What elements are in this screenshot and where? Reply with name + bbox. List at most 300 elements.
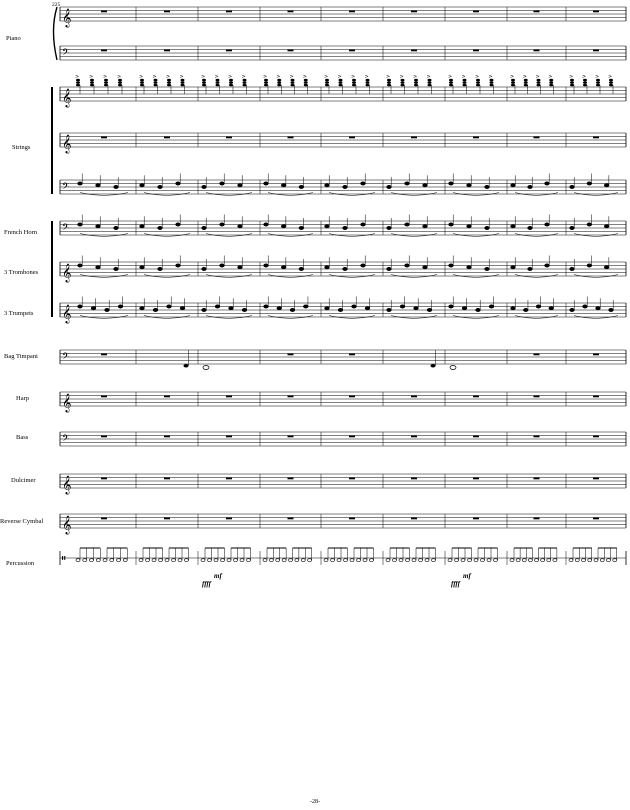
note-head [450,366,456,370]
whole-rest [164,50,170,52]
note-head [118,305,123,308]
note-head [423,266,428,269]
note-head [343,267,348,270]
note-head [118,81,122,84]
whole-rest [349,396,355,398]
whole-rest [411,436,417,438]
label-percussion: Percussion [6,560,35,567]
note-head [264,264,269,267]
note-head [587,182,592,185]
note-head [140,225,145,228]
note-head [570,84,574,87]
note-head [220,182,225,185]
note-head [277,81,281,84]
accent-icon: > [166,74,171,80]
note-head [468,559,472,562]
note-head [301,559,305,562]
note-head [393,559,397,562]
note-head [338,308,343,311]
note-head [582,559,586,562]
note-head [331,559,335,562]
note-head [462,307,467,310]
whole-rest [226,436,232,438]
note-head [366,84,370,87]
treble-clef-icon: 𝄞 [62,263,72,282]
treble-clef-icon: 𝄞 [62,475,72,494]
note-head [165,559,169,562]
note-head [604,184,609,187]
note-head [523,308,528,311]
note-head [176,182,181,185]
note-head [91,307,96,310]
treble-clef-icon: 𝄞 [62,515,72,534]
note-head [511,81,515,84]
note-head [146,559,150,562]
note-head [594,559,598,562]
accent-icon: > [263,74,268,80]
note-head [167,81,171,84]
note-head [159,559,163,562]
note-head [406,559,410,562]
note-head [325,225,330,228]
whole-rest [288,436,294,438]
note-head [83,559,87,562]
note-head [387,226,392,229]
label-harp: Harp [16,395,29,402]
label-reverse-cymbal: Reverse Cymbal [0,518,44,525]
note-head [78,182,83,185]
note-head [549,81,553,84]
note-head [202,226,207,229]
whole-rest [288,478,294,480]
note-head [238,184,243,187]
whole-rest [411,478,417,480]
note-head [76,81,80,84]
note-head [202,81,206,84]
note-head [370,559,374,562]
note-head [216,84,220,87]
whole-rest [411,50,417,52]
note-head [467,266,472,269]
note-head [400,305,405,308]
whole-rest [593,11,599,13]
whole-rest [288,50,294,52]
whole-rest [473,518,479,520]
note-head [553,559,557,562]
accent-icon: > [582,74,587,80]
note-head [387,267,392,270]
note-head [545,264,550,267]
note-head [449,305,454,308]
note-head [276,559,280,562]
note-head [76,559,80,562]
note-head [303,305,308,308]
note-head [96,559,100,562]
whole-rest [101,436,107,438]
note-head [96,225,101,228]
note-head [140,81,144,84]
whole-rest [101,50,107,52]
note-head [524,81,528,84]
note-head [240,559,244,562]
whole-rest [288,11,294,13]
note-head [90,559,94,562]
accent-icon: > [201,74,206,80]
whole-rest [101,137,107,139]
note-head [419,559,423,562]
accent-icon: > [510,74,515,80]
label-dulcimer: Dulcimer [11,477,36,484]
whole-rest [534,478,540,480]
whole-rest [473,396,479,398]
note-head [76,84,80,87]
note-head [570,267,575,270]
treble-clef-icon: 𝄞 [62,134,72,153]
note-head [185,559,189,562]
note-head [587,223,592,226]
page-number: -28- [310,799,320,805]
note-head [350,559,354,562]
label-french-horn: French Horn [4,229,38,236]
note-head [528,185,533,188]
note-head [588,559,592,562]
note-head [399,559,403,562]
whole-rest [473,436,479,438]
treble-clef-icon: 𝄞 [62,304,72,323]
note-head [308,559,312,562]
note-head [114,185,119,188]
note-head [154,84,158,87]
note-head [511,225,516,228]
whole-rest [164,396,170,398]
note-head [221,559,225,562]
note-head [324,559,328,562]
whole-rest [288,354,294,356]
note-head [545,223,550,226]
note-head [114,226,119,229]
note-head [361,264,366,267]
accent-icon: > [461,74,466,80]
note-head [118,84,122,87]
note-head [524,84,528,87]
whole-rest [473,11,479,13]
note-head [414,307,419,310]
note-head [202,308,207,311]
whole-rest [349,518,355,520]
whole-rest [593,478,599,480]
note-head [281,225,286,228]
note-head [449,84,453,87]
whole-rest [534,11,540,13]
note-head [229,84,233,87]
note-head [158,226,163,229]
note-head [178,559,182,562]
note-head [167,84,171,87]
whole-rest [226,50,232,52]
whole-rest [226,137,232,139]
whole-rest [534,137,540,139]
note-head [208,559,212,562]
note-head [522,559,526,562]
note-head [387,84,391,87]
whole-rest [288,137,294,139]
note-head [238,225,243,228]
note-head [490,84,494,87]
whole-rest [349,478,355,480]
note-head [90,81,94,84]
note-head [282,559,286,562]
note-head [423,225,428,228]
note-head [264,223,269,226]
accent-icon: > [595,74,600,80]
note-head [325,81,329,84]
note-head [414,81,418,84]
note-head [481,559,485,562]
note-head [184,364,189,367]
note-head [387,185,392,188]
note-head [154,81,158,84]
note-head [202,185,207,188]
note-head [609,81,613,84]
note-head [600,559,604,562]
note-head [583,305,588,308]
percussion-clef-icon: 𝄥 [62,552,66,566]
note-head [289,559,293,562]
note-head [361,182,366,185]
note-head [181,81,185,84]
note-head [431,364,436,367]
note-head [202,84,206,87]
whole-rest [226,478,232,480]
note-head [140,84,144,87]
bass-clef-icon: 𝄢 [62,47,70,61]
note-head [291,81,295,84]
note-head [140,184,145,187]
dynamic-mark: mf [214,572,222,580]
note-head [201,559,205,562]
accent-icon: > [324,74,329,80]
label-piano: Piano [6,35,21,42]
note-head [96,266,101,269]
note-head [264,305,269,308]
note-head [535,559,539,562]
whole-rest [101,478,107,480]
note-head [405,182,410,185]
note-head [96,184,101,187]
note-head [485,185,490,188]
note-head [103,559,107,562]
note-head [516,559,520,562]
note-head [549,307,554,310]
whole-rest [473,50,479,52]
note-head [229,307,234,310]
note-head [176,223,181,226]
whole-rest [101,396,107,398]
whole-rest [101,11,107,13]
whole-rest [534,396,540,398]
accent-icon: > [426,74,431,80]
whole-rest [164,137,170,139]
note-head [220,264,225,267]
accent-icon: > [399,74,404,80]
note-head [449,182,454,185]
note-head [510,559,514,562]
note-head [325,84,329,87]
whole-rest [101,354,107,356]
note-head [425,559,429,562]
note-head [325,266,330,269]
note-head [467,225,472,228]
accent-icon: > [413,74,418,80]
note-head [110,559,114,562]
note-head [152,559,156,562]
treble-clef-icon: 𝄞 [62,88,72,107]
accent-icon: > [448,74,453,80]
note-head [90,84,94,87]
note-head [423,184,428,187]
note-head [511,84,515,87]
accent-icon: > [535,74,540,80]
note-head [176,264,181,267]
note-head [220,223,225,226]
bass-clef-icon: 𝄢 [62,222,70,236]
note-head [474,559,478,562]
note-head [325,307,330,310]
note-head [449,81,453,84]
note-head [511,307,516,310]
note-head [344,559,348,562]
accent-icon: > [351,74,356,80]
note-head [277,307,282,310]
note-head [343,226,348,229]
note-head [467,184,472,187]
note-head [583,81,587,84]
note-head [366,81,370,84]
note-head [299,226,304,229]
note-head [105,308,110,311]
note-head [511,184,516,187]
note-head [401,84,405,87]
accent-icon: > [152,74,157,80]
whole-rest [411,137,417,139]
whole-rest [226,396,232,398]
accent-icon: > [337,74,342,80]
note-head [485,267,490,270]
note-head [325,184,330,187]
note-head [604,266,609,269]
note-head [264,81,268,84]
accent-icon: > [522,74,527,80]
accent-icon: > [89,74,94,80]
note-head [485,226,490,229]
accent-icon: > [139,74,144,80]
note-head [304,84,308,87]
note-head [363,559,367,562]
label-bag-timpani: Bag Timpani [4,353,38,360]
label-trombones: 3 Trombones [4,269,39,276]
note-head [123,559,127,562]
note-head [281,266,286,269]
note-head [455,559,459,562]
note-head [596,81,600,84]
note-head [339,81,343,84]
dynamic-mark: mf [463,572,471,580]
whole-rest [411,11,417,13]
note-head [243,84,247,87]
note-head [153,308,158,311]
piano-brace [54,7,58,60]
note-head [536,305,541,308]
whole-rest [534,518,540,520]
whole-rest [164,11,170,13]
note-head [78,305,83,308]
note-head [604,225,609,228]
whole-rest [593,137,599,139]
note-head [448,559,452,562]
note-head [489,305,494,308]
accent-icon: > [289,74,294,80]
whole-rest [349,436,355,438]
whole-rest [473,137,479,139]
note-head [299,267,304,270]
accent-icon: > [241,74,246,80]
note-head [214,559,218,562]
note-head [476,81,480,84]
note-head [238,266,243,269]
note-head [528,226,533,229]
whole-rest [534,436,540,438]
whole-rest [288,396,294,398]
note-head [158,267,163,270]
note-head [528,267,533,270]
note-head [428,81,432,84]
note-head [607,559,611,562]
note-head [229,81,233,84]
note-head [412,559,416,562]
note-head [432,559,436,562]
whole-rest [593,518,599,520]
whole-rest [473,478,479,480]
note-head [449,223,454,226]
bass-clef-icon: 𝄢 [62,433,70,447]
note-head [281,184,286,187]
label-strings: Strings [12,144,31,151]
note-head [295,559,299,562]
whole-rest [593,50,599,52]
whole-rest [593,436,599,438]
label-bass: Bass [16,434,29,441]
note-head [158,185,163,188]
note-head [414,84,418,87]
note-head [461,559,465,562]
note-head [78,223,83,226]
note-head [352,84,356,87]
note-head [609,308,614,311]
whole-rest [349,50,355,52]
note-head [172,559,176,562]
note-head [117,559,121,562]
note-head [596,307,601,310]
note-head [216,81,220,84]
note-head [541,559,545,562]
note-head [78,264,83,267]
note-head [494,559,498,562]
whole-rest [226,518,232,520]
note-head [596,84,600,87]
note-head [545,182,550,185]
accent-icon: > [569,74,574,80]
whole-rest [164,436,170,438]
